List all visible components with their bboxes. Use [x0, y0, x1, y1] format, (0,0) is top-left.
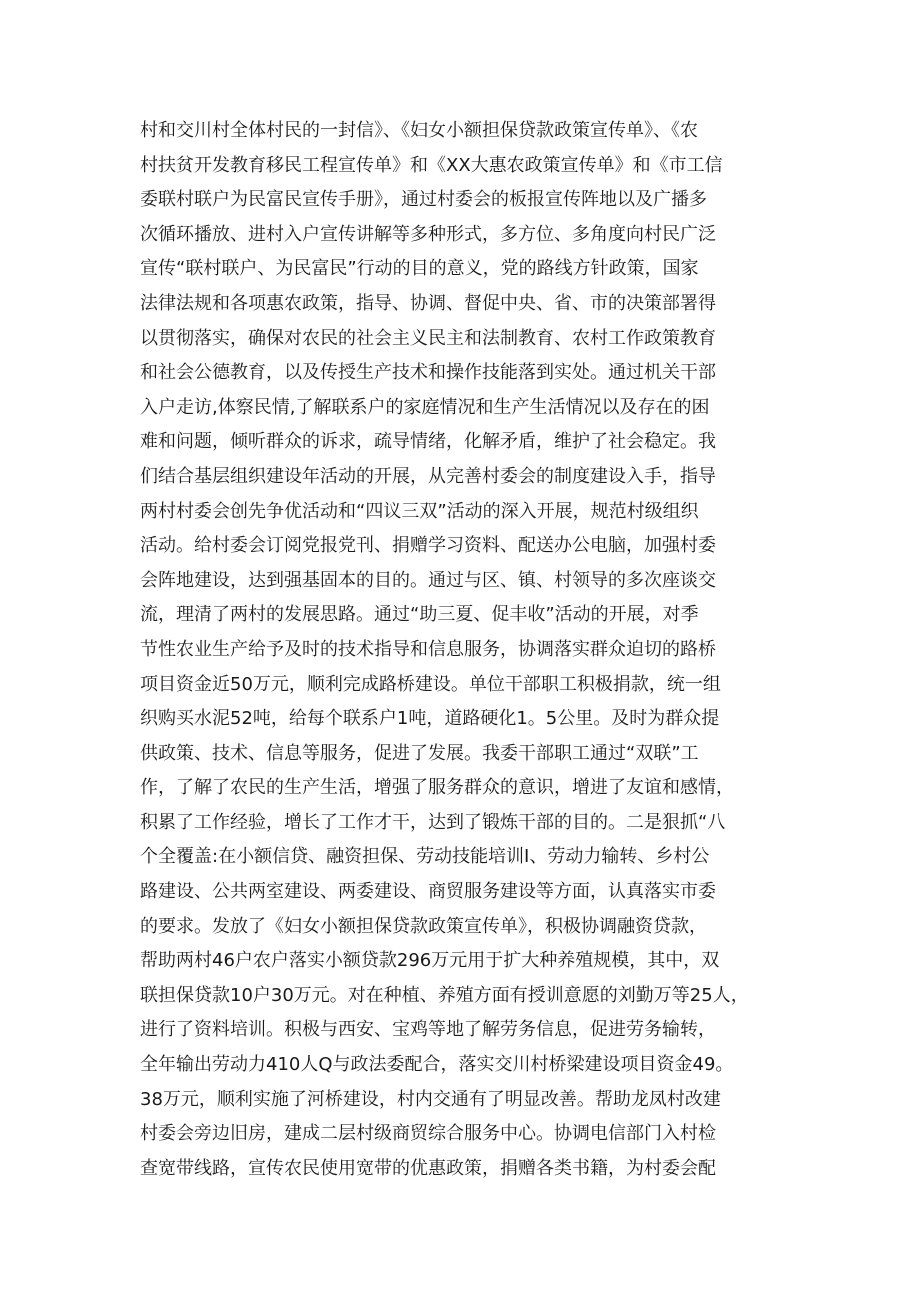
- text-line: 的要求。发放了《妇女小额担保贷款政策宣传单》，积极协调融资贷款，: [140, 915, 707, 937]
- text-line: 项目资金近50万元，顺利完成路桥建设。单位干部职工积极捐款，统一组: [140, 673, 721, 695]
- text-line: 查宽带线路，宣传农民使用宽带的优惠政策，捐赠各类书籍，为村委会配: [140, 1157, 716, 1179]
- text-line: 全年输出劳动力410人Q与政法委配合，落实交川村桥梁建设项目资金49。: [140, 1054, 734, 1076]
- text-line: 路建设、公共两室建设、两委建设、商贸服务建设等方面，认真落实市委: [140, 881, 716, 903]
- text-line: 以贯彻落实，确保对农民的社会主义民主和法制教育、农村工作政策教育: [140, 327, 716, 349]
- text-line: 村扶贫开发教育移民工程宣传单》和《XX大惠农政策宣传单》和《市工信: [140, 154, 723, 176]
- text-line: 次循环播放、进村入户宣传讲解等多种形式，多方位、多角度向村民广泛: [140, 223, 716, 245]
- text-line: 和社会公德教育，以及传授生产技术和操作技能落到实处。通过机关干部: [140, 362, 716, 384]
- body-text: [140, 114, 800, 1186]
- text-line: 难和问题，倾听群众的诉求，疏导情绪，化解矛盾，维护了社会稳定。我: [140, 431, 716, 453]
- text-line: 38万元，顺利实施了河桥建设，村内交通有了明显改善。帮助龙凤村改建: [140, 1088, 721, 1110]
- text-line: 联担保贷款10户30万元。对在种植、养殖方面有授训意愿的刘勤万等25人，: [140, 984, 749, 1006]
- text-line: 作，了解了农民的生产生活，增强了服务群众的意识，增进了友谊和感情，: [140, 777, 734, 799]
- text-line: 进行了资料培训。积极与西安、宝鸡等地了解劳务信息，促进劳务输转，: [140, 1019, 716, 1041]
- text-line: 村委会旁边旧房，建成二层村级商贸综合服务中心。协调电信部门入村检: [140, 1123, 716, 1145]
- text-line: 帮助两村46户农户落实小额贷款296万元用于扩大种养殖规模，其中，双: [140, 950, 720, 972]
- text-line: 两村村委会创先争优活动和“四议三双”活动的深入开展，规范村级组织: [140, 500, 699, 522]
- text-line: 活动。给村委会订阅党报党刊、捐赠学习资料、配送办公电脑，加强村委: [140, 535, 716, 557]
- text-line: 委联村联户为民富民宣传手册》，通过村委会的板报宣传阵地以及广播多: [140, 189, 707, 211]
- text-line: 法律法规和各项惠农政策，指导、协调、督促中央、省、市的决策部署得: [140, 292, 716, 314]
- text-line: 们结合基层组织建设年活动的开展，从完善村委会的制度建设入手，指导: [140, 465, 716, 487]
- text-line: 村和交川村全体村民的一封信》、《妇女小额担保贷款政策宣传单》、《农: [140, 120, 698, 141]
- text-line: 积累了工作经验，增长了工作才干，达到了锻炼干部的目的。二是狠抓“八: [140, 811, 726, 833]
- text-line: 节性农业生产给予及时的技术指导和信息服务，协调落实群众迫切的路桥: [140, 638, 716, 660]
- text-line: 供政策、技术、信息等服务，促进了发展。我委干部职工通过“双联”工: [140, 742, 699, 764]
- text-line: 入户走访,体察民情,了解联系户的家庭情况和生产生活情况以及存在的困: [140, 396, 710, 418]
- text-line: 宣传“联村联户、为民富民”行动的目的意义，党的路线方针政策，国家: [140, 258, 699, 280]
- text-line: 会阵地建设，达到强基固本的目的。通过与区、镇、村领导的多次座谈交: [140, 569, 716, 591]
- text-line: 个全覆盖:在小额信贷、融资担保、劳动技能培训I、劳动力输转、乡村公: [140, 846, 710, 868]
- text-line: 织购买水泥52吨，给每个联系户1吨，道路硬化1。5公里。及时为群众提: [140, 708, 720, 730]
- text-line: 流，理清了两村的发展思路。通过“助三夏、促丰收”活动的开展，对季: [140, 604, 699, 626]
